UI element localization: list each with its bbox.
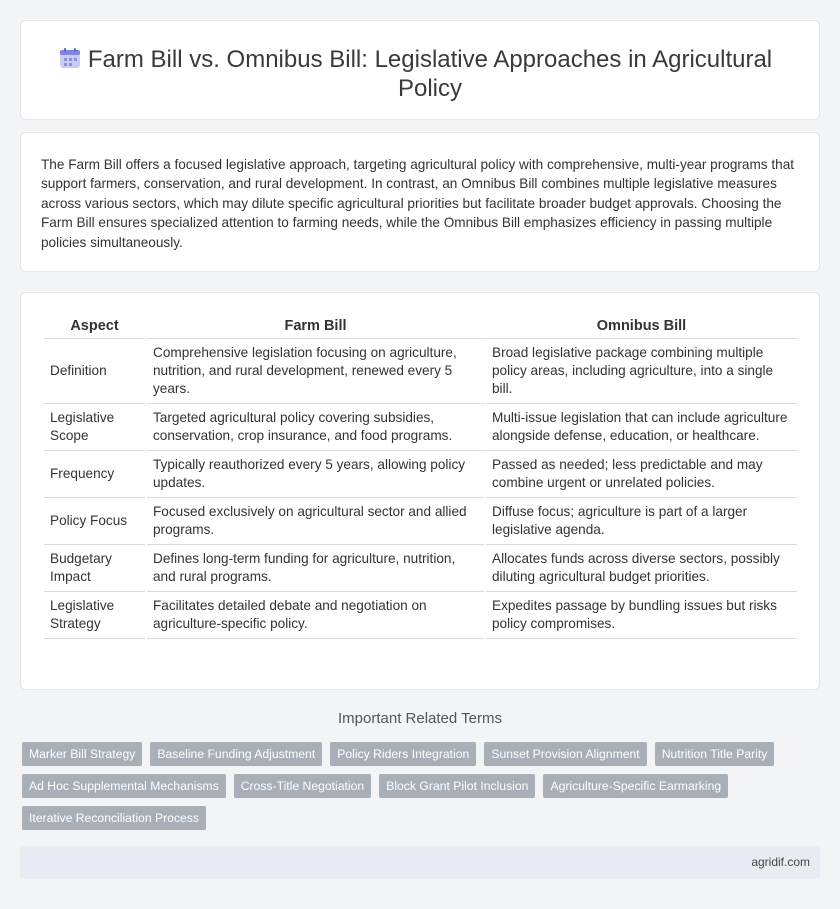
- aspect-cell: Legislative Scope: [44, 404, 145, 451]
- farm-bill-cell: Defines long-term funding for agriculture, nutrition, and rural programs.: [147, 545, 484, 592]
- header-card: [20, 20, 820, 120]
- term-tag[interactable]: Policy Riders Integration: [330, 742, 476, 766]
- comparison-table-card: [20, 292, 820, 690]
- footer: [20, 846, 820, 879]
- farm-bill-cell: Comprehensive legislation focusing on agriculture, nutrition, and rural development, renewed every 5 years.: [147, 339, 484, 404]
- term-tag[interactable]: Agriculture-Specific Earmarking: [543, 774, 728, 798]
- related-terms-list: [22, 742, 782, 830]
- table-row: [44, 592, 797, 639]
- term-tag[interactable]: Ad Hoc Supplemental Mechanisms: [22, 774, 226, 798]
- term-tag[interactable]: Iterative Reconciliation Process: [22, 806, 206, 830]
- term-tag[interactable]: Cross-Title Negotiation: [234, 774, 372, 798]
- table-row: [44, 498, 797, 545]
- related-terms-heading: Important Related Terms: [338, 710, 502, 727]
- term-tag[interactable]: Marker Bill Strategy: [22, 742, 142, 766]
- table-header-row: [44, 313, 797, 339]
- aspect-cell: Frequency: [44, 451, 145, 498]
- omnibus-bill-cell: Broad legislative package combining multiple policy areas, including agriculture, into a single bill.: [486, 339, 797, 404]
- aspect-cell: Policy Focus: [44, 498, 145, 545]
- table-row: [44, 339, 797, 404]
- table-row: [44, 451, 797, 498]
- term-tag[interactable]: Baseline Funding Adjustment: [150, 742, 322, 766]
- comparison-table: [42, 313, 799, 639]
- term-tag[interactable]: Sunset Provision Alignment: [484, 742, 646, 766]
- term-tag[interactable]: Nutrition Title Parity: [655, 742, 775, 766]
- farm-bill-cell: Facilitates detailed debate and negotiation on agriculture-specific policy.: [147, 592, 484, 639]
- aspect-cell: Definition: [44, 339, 145, 404]
- omnibus-bill-cell: Expedites passage by bundling issues but risks policy compromises.: [486, 592, 797, 639]
- summary-card: [20, 132, 820, 272]
- farm-bill-cell: Targeted agricultural policy covering subsidies, conservation, crop insurance, and food programs.: [147, 404, 484, 451]
- omnibus-bill-cell: Allocates funds across diverse sectors, possibly diluting agricultural budget priorities.: [486, 545, 797, 592]
- table-row: [44, 404, 797, 451]
- aspect-cell: Legislative Strategy: [44, 592, 145, 639]
- footer-site-link[interactable]: agridif.com: [751, 855, 810, 869]
- header-omnibus-bill: Omnibus Bill: [486, 313, 797, 339]
- table-row: [44, 545, 797, 592]
- omnibus-bill-cell: Diffuse focus; agriculture is part of a larger legislative agenda.: [486, 498, 797, 545]
- farm-bill-cell: Focused exclusively on agricultural sector and allied programs.: [147, 498, 484, 545]
- aspect-cell: Budgetary Impact: [44, 545, 145, 592]
- summary-text: The Farm Bill offers a focused legislative approach, targeting agricultural policy with comprehensive, multi-year programs that support farmers, conservation, and rural development. In contrast, an Omnibus Bill combines multiple legislative measures across various sectors, which may dilute specific agricultural priorities but facilitate broader budget approvals. Choosing the Farm Bill ensures specialized attention to farming needs, while the Omnibus Bill emphasizes efficiency in passing multiple policies simultaneously.: [41, 157, 795, 250]
- term-tag[interactable]: Block Grant Pilot Inclusion: [379, 774, 535, 798]
- page-title: Farm Bill vs. Omnibus Bill: Legislative Approaches in Agricultural Policy: [87, 46, 773, 102]
- omnibus-bill-cell: Multi-issue legislation that can include agriculture alongside defense, education, or healthcare.: [486, 404, 797, 451]
- header-farm-bill: Farm Bill: [147, 313, 484, 339]
- header-aspect: Aspect: [44, 313, 145, 339]
- farm-bill-cell: Typically reauthorized every 5 years, allowing policy updates.: [147, 451, 484, 498]
- omnibus-bill-cell: Passed as needed; less predictable and may combine urgent or unrelated policies.: [486, 451, 797, 498]
